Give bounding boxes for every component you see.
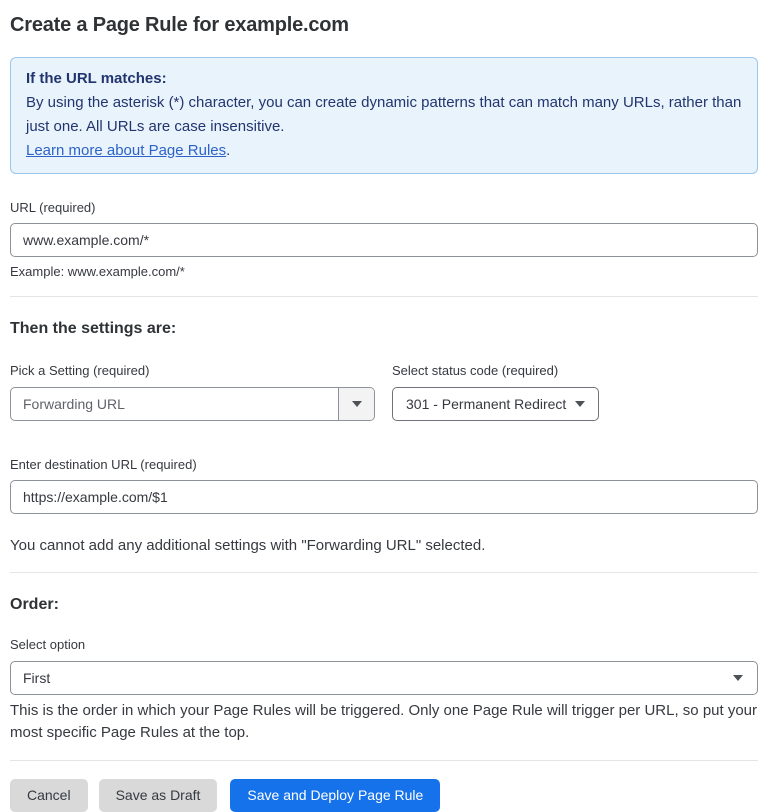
divider — [10, 760, 758, 761]
info-box-body: By using the asterisk (*) character, you can create dynamic patterns that can match many URLs, rather than just one. All URLs are case insensitive. — [26, 94, 742, 135]
status-code-value: 301 - Permanent Redirect — [406, 396, 567, 412]
url-field-label: URL (required) — [10, 200, 96, 215]
order-helper-text: This is the order in which your Page Rules will be triggered. Only one Page Rule will trigger per URL, so put your most specific Page Rules at the top. — [10, 702, 758, 741]
pick-setting-label: Pick a Setting (required) — [10, 363, 150, 378]
status-code-select[interactable] — [392, 387, 599, 421]
info-box-link-line — [26, 139, 742, 163]
caret-down-icon — [352, 401, 362, 407]
pick-setting-arrow-button[interactable] — [338, 388, 374, 420]
forwarding-url-note: You cannot add any additional settings with "Forwarding URL" selected. — [10, 537, 486, 554]
status-code-label: Select status code (required) — [392, 363, 559, 378]
action-button-row — [10, 779, 758, 812]
link-suffix: . — [226, 142, 231, 159]
save-as-draft-button[interactable]: Save as Draft — [99, 779, 218, 812]
pick-setting-select[interactable] — [10, 387, 375, 421]
url-matches-info-box — [10, 57, 758, 174]
save-and-deploy-button[interactable]: Save and Deploy Page Rule — [230, 779, 440, 812]
learn-more-link[interactable]: Learn more about Page Rules — [26, 142, 227, 159]
caret-down-icon — [733, 675, 743, 681]
url-input[interactable] — [10, 223, 758, 257]
order-select[interactable] — [10, 661, 758, 695]
caret-down-icon — [575, 401, 585, 407]
divider — [10, 296, 758, 297]
destination-url-label: Enter destination URL (required) — [10, 457, 197, 472]
cancel-button[interactable]: Cancel — [10, 779, 88, 812]
order-section-heading: Order: — [10, 596, 59, 613]
page-title: Create a Page Rule for example.com — [10, 14, 349, 36]
destination-url-input[interactable] — [10, 480, 758, 514]
order-select-label: Select option — [10, 637, 86, 652]
pick-setting-column — [10, 363, 375, 421]
status-code-column — [392, 363, 599, 421]
info-box-heading: If the URL matches: — [26, 70, 167, 87]
settings-row — [10, 363, 758, 421]
url-example-helper: Example: www.example.com/* — [10, 264, 185, 279]
order-selected-value: First — [23, 670, 51, 686]
pick-setting-value: Forwarding URL — [23, 396, 125, 412]
settings-section-heading: Then the settings are: — [10, 320, 177, 337]
divider — [10, 572, 758, 573]
